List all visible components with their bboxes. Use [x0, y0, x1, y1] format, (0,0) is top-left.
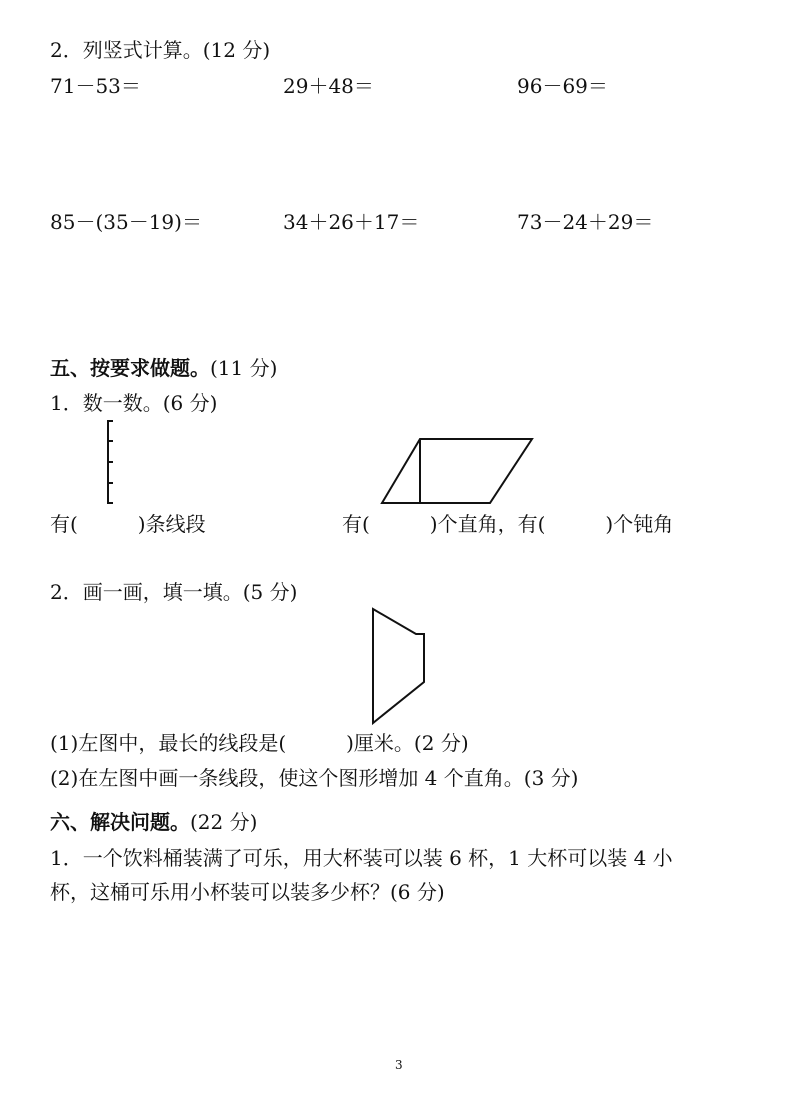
s5-q1-answer-left: 有( )条线段 — [50, 512, 206, 536]
page-number: 3 — [395, 1058, 403, 1072]
section6-heading: 六、解决问题。 — [50, 810, 190, 834]
s5-q2-sub1: (1)左图中，最长的线段是( )厘米。(2 分) — [50, 731, 469, 755]
trapezoid-figure — [366, 604, 432, 728]
s6-q1-line2: 杯，这桶可乐用小杯装可以装多少杯？(6 分) — [50, 880, 445, 904]
s5-q2-sub2: (2)在左图中画一条线段，使这个图形增加 4 个直角。(3 分) — [50, 766, 579, 790]
calc-item-5: 34＋26＋17＝ — [283, 210, 420, 234]
section5-heading: 五、按要求做题。 — [50, 356, 210, 380]
parallelogram-figure — [375, 432, 540, 508]
s6-q1-line1: 1．一个饮料桶装满了可乐，用大杯装可以装 6 杯，1 大杯可以装 4 小 — [50, 846, 673, 870]
section5-title — [50, 356, 277, 380]
calc-item-1: 71－53＝ — [50, 74, 141, 98]
s5-q2-title: 2．画一画，填一填。(5 分) — [50, 580, 298, 604]
q2-vertical-calc-title: 2．列竖式计算。(12 分) — [50, 38, 271, 62]
s5-q1-title: 1．数一数。(6 分) — [50, 391, 218, 415]
segment-figure — [98, 418, 120, 508]
section6-points: (22 分) — [190, 810, 258, 834]
calc-item-3: 96－69＝ — [517, 74, 608, 98]
calc-item-6: 73－24＋29＝ — [517, 210, 654, 234]
calc-item-2: 29＋48＝ — [283, 74, 374, 98]
section6-title — [50, 810, 257, 834]
section5-points: (11 分) — [210, 356, 278, 380]
calc-item-4: 85－(35－19)＝ — [50, 210, 202, 234]
s5-q1-answer-right: 有( )个直角，有( )个钝角 — [342, 512, 674, 536]
